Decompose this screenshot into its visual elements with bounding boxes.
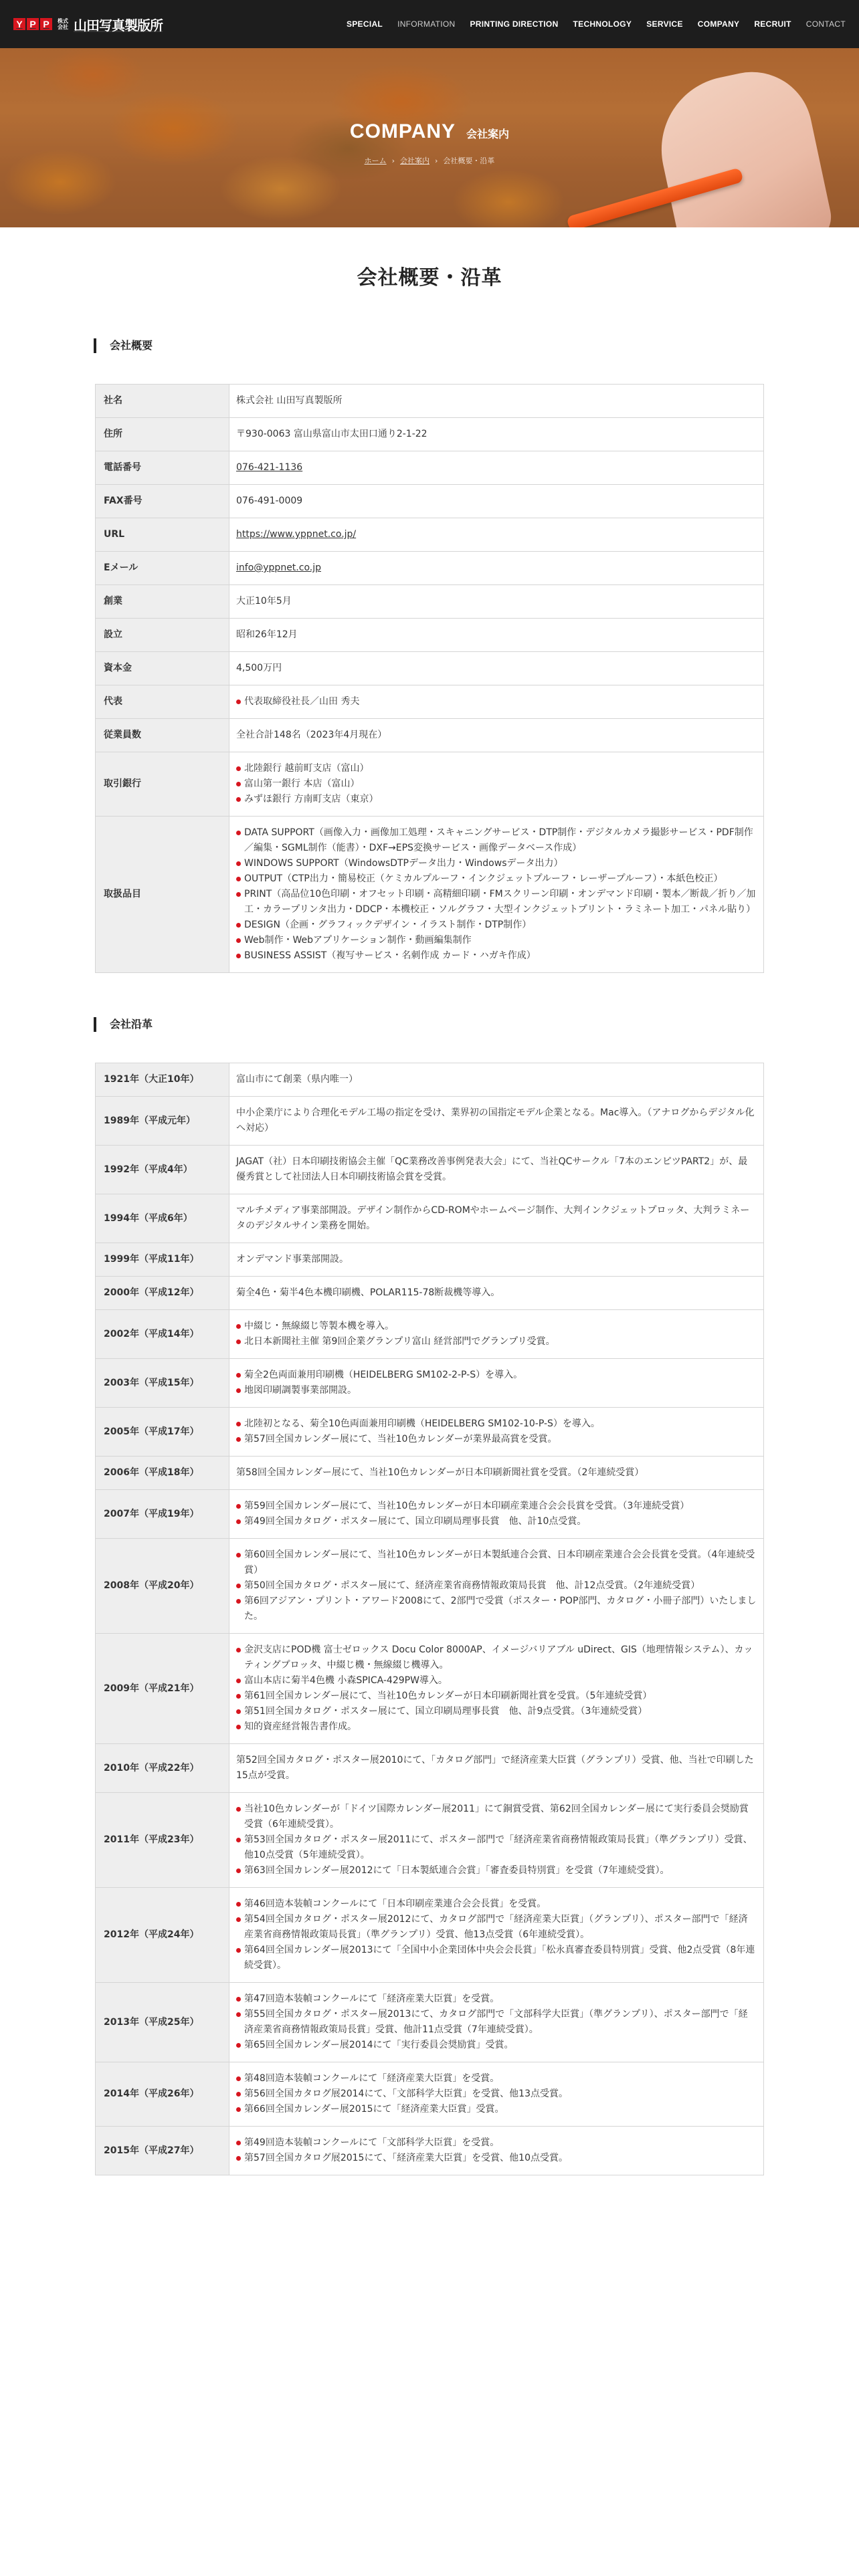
nav-special[interactable]: SPECIAL (346, 19, 383, 29)
list-item: 代表取締役社長／山田 秀夫 (236, 694, 757, 710)
list-item: 第55回全国カタログ・ポスター展2013にて、カタログ部門で「文部科学大臣賞」（準グランプリ）、ポスター部門で「経済産業省商務情報政策局長賞」受賞、他計11点受賞（7年連続受賞）。 (236, 2007, 757, 2038)
list-item: 第57回全国カタログ展2015にて、「経済産業大臣賞」を受賞、他10点受賞。 (236, 2151, 757, 2166)
row-label: 1992年（平成4年） (96, 1146, 229, 1194)
breadcrumb-separator: › (435, 156, 438, 165)
table-row (96, 1793, 764, 1888)
bullet-list (236, 1368, 757, 1398)
bullet-list (236, 1547, 757, 1624)
row-value (229, 2062, 764, 2127)
table-row (96, 685, 764, 719)
table-row (96, 817, 764, 973)
bullet-list (236, 1499, 757, 1529)
row-label: 従業員数 (96, 719, 229, 752)
row-value (229, 1793, 764, 1888)
table-row (96, 1243, 764, 1277)
table-row (96, 1063, 764, 1097)
table-row (96, 619, 764, 652)
row-text: 昭和26年12月 (236, 629, 298, 640)
list-item: 知的資産経営報告書作成。 (236, 1719, 757, 1735)
row-text: 中小企業庁により合理化モデル工場の指定を受け、業界初の国指定モデル企業となる。Mac導入。（アナログからデジタル化へ対応） (236, 1107, 755, 1134)
table-row (96, 2062, 764, 2127)
nav-information[interactable]: INFORMATION (397, 19, 456, 29)
list-item: Web制作・Webアプリケーション制作・動画編集制作 (236, 933, 757, 948)
company-profile-table (95, 384, 764, 973)
table-row (96, 719, 764, 752)
list-item: 第64回全国カレンダー展2013にて「全国中小企業団体中央会会長賞」「松永真審査委員特別賞」受賞、他2点受賞（8年連続受賞）。 (236, 1943, 757, 1973)
breadcrumb-separator: › (391, 156, 395, 165)
row-value (229, 385, 764, 418)
list-item: DESIGN（企画・グラフィックデザイン・イラスト制作・DTP制作） (236, 918, 757, 933)
list-item: 第47回造本装幀コンクールにて「経済産業大臣賞」を受賞。 (236, 1992, 757, 2007)
row-value (229, 1744, 764, 1793)
hero-banner (0, 48, 859, 227)
row-value (229, 2127, 764, 2175)
row-label: 2006年（平成18年） (96, 1457, 229, 1490)
table-row (96, 1888, 764, 1983)
row-text: JAGAT（社）日本印刷技術協会主催「QC業務改善事例発表大会」にて、当社QCサークル「7本のエンピツPART2」が、最優秀賞として社団法人日本印刷技術協会賞を受賞。 (236, 1156, 748, 1182)
list-item: 中綴じ・無線綴じ等製本機を導入。 (236, 1319, 757, 1334)
breadcrumb-home[interactable]: ホーム (364, 156, 387, 165)
table-row (96, 518, 764, 552)
list-item: 第51回全国カタログ・ポスター展にて、国立印刷局理事長賞 他、計9点受賞。（3年連続受賞） (236, 1704, 757, 1719)
row-label: 1921年（大正10年） (96, 1063, 229, 1097)
row-label: 創業 (96, 585, 229, 619)
logo-corp-label (58, 18, 68, 30)
page-bottom-spacer (95, 2175, 764, 2202)
list-item: 第60回全国カレンダー展にて、当社10色カレンダーが日本製紙連合会賞、日本印刷産業連合会会長賞を受賞。（4年連続受賞） (236, 1547, 757, 1578)
row-value (229, 1146, 764, 1194)
row-text: 株式会社 山田写真製版所 (236, 395, 343, 406)
row-label: 2000年（平成12年） (96, 1277, 229, 1310)
logo-mark (13, 18, 52, 30)
row-value (229, 1457, 764, 1490)
company-history-table (95, 1063, 764, 2175)
table-row (96, 752, 764, 817)
breadcrumb-company[interactable]: 会社案内 (400, 156, 430, 165)
row-label: 2005年（平成17年） (96, 1408, 229, 1457)
page-title: 会社概要・沿革 (357, 266, 502, 290)
row-label: 2003年（平成15年） (96, 1359, 229, 1408)
list-item: 地図印刷調製事業部開設。 (236, 1383, 757, 1398)
row-text: 〒930-0063 富山県富山市太田口通り2-1-22 (236, 429, 427, 439)
list-item: 第54回全国カタログ・ポスター展2012にて、カタログ部門で「経済産業大臣賞」（グランプリ）、ポスター部門で「経済産業省商務情報政策局長賞」（準グランプリ）受賞、他13点受賞（6年連続受賞）。 (236, 1912, 757, 1943)
list-item: 金沢支店にPOD機 富士ゼロックス Docu Color 8000AP、イメージバリアブル uDirect、GIS（地理情報システム）、カッティングプロッタ、中綴じ機・無線綴じ機導入。 (236, 1642, 757, 1673)
row-label: 2011年（平成23年） (96, 1793, 229, 1888)
row-value (229, 1983, 764, 2062)
row-value (229, 719, 764, 752)
global-nav (347, 19, 846, 29)
row-value (229, 552, 764, 585)
list-item: 第56回全国カタログ展2014にて、「文部科学大臣賞」を受賞、他13点受賞。 (236, 2086, 757, 2102)
bullet-list (236, 825, 757, 964)
nav-recruit[interactable]: RECRUIT (754, 19, 791, 29)
nav-contact[interactable]: CONTACT (805, 19, 846, 29)
row-text: オンデマンド事業部開設。 (236, 1254, 349, 1265)
list-item: WINDOWS SUPPORT（WindowsDTPデータ出力・Windowsデータ出力） (236, 856, 757, 871)
list-item: 第61回全国カレンダー展にて、当社10色カレンダーが日本印刷新聞社賞を受賞。（5年連続受賞） (236, 1689, 757, 1704)
row-label: 2008年（平成20年） (96, 1539, 229, 1634)
row-label: 1999年（平成11年） (96, 1243, 229, 1277)
table-row (96, 1457, 764, 1490)
phone-link[interactable]: 076-421-1136 (236, 462, 303, 473)
row-label: 2007年（平成19年） (96, 1490, 229, 1539)
row-label: Eメール (96, 552, 229, 585)
list-item: 北陸初となる、菊全10色両面兼用印刷機（HEIDELBERG SM102-10-P-S）を導入。 (236, 1416, 757, 1432)
list-item: 第66回全国カレンダー展2015にて「経済産業大臣賞」受賞。 (236, 2102, 757, 2117)
row-value (229, 685, 764, 719)
bullet-list (236, 1416, 757, 1447)
breadcrumb-current: 会社概要・沿革 (443, 156, 495, 165)
row-label: 2014年（平成26年） (96, 2062, 229, 2127)
table-row (96, 451, 764, 485)
bullet-list (236, 1802, 757, 1879)
row-text: 第58回全国カレンダー展にて、当社10色カレンダーが日本印刷新聞社賞を受賞。（2年連続受賞） (236, 1467, 644, 1478)
row-label: 代表 (96, 685, 229, 719)
hero-title-en: COMPANY (349, 120, 456, 142)
row-label: 2009年（平成21年） (96, 1634, 229, 1744)
row-value (229, 1888, 764, 1983)
bullet-list (236, 2135, 757, 2166)
list-item: 第49回全国カタログ・ポスター展にて、国立印刷局理事長賞 他、計10点受賞。 (236, 1514, 757, 1529)
row-label: URL (96, 518, 229, 552)
table-row (96, 418, 764, 451)
list-item: 第63回全国カレンダー展2012にて「日本製紙連合会賞」「審査委員特別賞」を受賞（7年連続受賞）。 (236, 1863, 757, 1879)
row-label: 社名 (96, 385, 229, 418)
list-item: 第57回全国カレンダー展にて、当社10色カレンダーが業界最高賞を受賞。 (236, 1432, 757, 1447)
row-value (229, 1063, 764, 1097)
table-row (96, 1194, 764, 1243)
list-item: 第48回造本装幀コンクールにて「経済産業大臣賞」を受賞。 (236, 2071, 757, 2086)
logo-name: 山田写真製版所 (74, 17, 163, 33)
row-text: マルチメディア事業部開設。デザイン制作からCD-ROMやホームページ制作、大判インクジェットプロッタ、大判ラミネータのデジタルサイン業務を開始。 (236, 1205, 750, 1231)
row-text: 4,500万円 (236, 663, 282, 673)
table-row (96, 485, 764, 518)
row-label: 2010年（平成22年） (96, 1744, 229, 1793)
row-label: 2002年（平成14年） (96, 1310, 229, 1359)
bullet-list (236, 1897, 757, 1973)
table-row (96, 552, 764, 585)
nav-printing-direction[interactable]: PRINTING DIRECTION (470, 19, 559, 29)
row-text: 第52回全国カタログ・ポスター展2010にて、「カタログ部門」で経済産業大臣賞（グランプリ）受賞、他、当社で印刷した15点が受賞。 (236, 1755, 754, 1781)
row-text: 菊全4色・菊半4色本機印刷機、POLAR115-78断裁機等導入。 (236, 1287, 500, 1298)
row-value (229, 817, 764, 973)
list-item: 第50回全国カタログ・ポスター展にて、経済産業省商務情報政策局長賞 他、計12点受賞。（2年連続受賞） (236, 1578, 757, 1594)
list-item: 第65回全国カレンダー展2014にて「実行委員会奨励賞」受賞。 (236, 2038, 757, 2053)
row-value (229, 1634, 764, 1744)
logo-letter: Y (13, 18, 25, 30)
row-value (229, 585, 764, 619)
row-label: 設立 (96, 619, 229, 652)
row-value (229, 451, 764, 485)
list-item: 第49回造本装幀コンクールにて「文部科学大臣賞」を受賞。 (236, 2135, 757, 2151)
main-content (95, 227, 764, 2202)
row-text: 076-491-0009 (236, 496, 303, 506)
nav-service[interactable]: SERVICE (646, 19, 683, 29)
row-value (229, 1490, 764, 1539)
row-value (229, 1194, 764, 1243)
list-item: OUTPUT（CTP出力・簡易校正（ケミカルプルーフ・インクジェットプルーフ・レーザープルーフ）・本紙色校正） (236, 871, 757, 887)
row-value (229, 485, 764, 518)
bullet-list (236, 694, 757, 710)
table-row (96, 1744, 764, 1793)
nav-technology[interactable]: TECHNOLOGY (573, 19, 632, 29)
table-row (96, 1983, 764, 2062)
table-row (96, 1310, 764, 1359)
table-row (96, 1490, 764, 1539)
hero-title-ja: 会社案内 (466, 128, 510, 140)
bullet-list (236, 1992, 757, 2053)
row-value (229, 619, 764, 652)
row-label: 2015年（平成27年） (96, 2127, 229, 2175)
breadcrumb (0, 155, 859, 166)
list-item: 第53回全国カタログ・ポスター展2011にて、ポスター部門で「経済産業省商務情報政策局長賞」（準グランプリ）受賞、他10点受賞（5年連続受賞）。 (236, 1832, 757, 1863)
row-value (229, 518, 764, 552)
table-row (96, 1097, 764, 1146)
logo-corp-line: 会社 (58, 24, 68, 30)
list-item: 富山本店に菊半4色機 小森SPICA-429PW導入。 (236, 1673, 757, 1689)
row-label: 資本金 (96, 652, 229, 685)
email-link[interactable]: info@yppnet.co.jp (236, 562, 321, 573)
bullet-list (236, 1319, 757, 1350)
hero-text (0, 120, 859, 166)
row-label: 取引銀行 (96, 752, 229, 817)
row-value (229, 1408, 764, 1457)
table-row (96, 1408, 764, 1457)
list-item: みずほ銀行 方南町支店（東京） (236, 792, 757, 807)
row-text: 大正10年5月 (236, 596, 292, 607)
row-label: FAX番号 (96, 485, 229, 518)
row-label: 2013年（平成25年） (96, 1983, 229, 2062)
site-logo[interactable] (13, 15, 163, 34)
list-item: DATA SUPPORT（画像入力・画像加工処理・スキャニングサービス・DTP制作・デジタルカメラ撮影サービス・PDF制作／編集・SGML制作（能書）・DXF→EPS変換サービス・画像データベース作成） (236, 825, 757, 856)
row-label: 1994年（平成6年） (96, 1194, 229, 1243)
list-item: 富山第一銀行 本店（富山） (236, 776, 757, 792)
table-row (96, 385, 764, 418)
table-row (96, 1359, 764, 1408)
website-link[interactable]: https://www.yppnet.co.jp/ (236, 529, 357, 540)
row-value (229, 1097, 764, 1146)
table-row (96, 1146, 764, 1194)
bullet-list (236, 1642, 757, 1735)
bullet-list (236, 761, 757, 807)
row-text: 富山市にて創業（県内唯一） (236, 1074, 358, 1085)
logo-letter: P (27, 18, 39, 30)
list-item: 第46回造本装幀コンクールにて「日本印刷産業連合会会長賞」を受賞。 (236, 1897, 757, 1912)
list-item: 菊全2色両面兼用印刷機（HEIDELBERG SM102-2-P-S）を導入。 (236, 1368, 757, 1383)
list-item: 第6回アジアン・プリント・アワード2008にて、2部門で受賞（ポスター・POP部門、カタログ・小冊子部門）いたしました。 (236, 1594, 757, 1624)
logo-letter: P (40, 18, 52, 30)
row-label: 住所 (96, 418, 229, 451)
row-label: 取扱品目 (96, 817, 229, 973)
logo-corp-line: 株式 (58, 18, 68, 24)
table-row (96, 652, 764, 685)
row-label: 1989年（平成元年） (96, 1097, 229, 1146)
list-item: 北日本新聞社主催 第9回企業グランプリ富山 経営部門でグランプリ受賞。 (236, 1334, 757, 1350)
list-item: 北陸銀行 越前町支店（富山） (236, 761, 757, 776)
row-value (229, 1310, 764, 1359)
row-value (229, 1243, 764, 1277)
row-value (229, 652, 764, 685)
section-heading-profile: 会社概要 (94, 338, 764, 353)
row-label: 電話番号 (96, 451, 229, 485)
row-label: 2012年（平成24年） (96, 1888, 229, 1983)
nav-company[interactable]: COMPANY (697, 19, 740, 29)
row-value (229, 752, 764, 817)
table-row (96, 1277, 764, 1310)
site-header (0, 0, 859, 48)
table-row (96, 2127, 764, 2175)
table-row (96, 585, 764, 619)
table-row (96, 1539, 764, 1634)
row-value (229, 1539, 764, 1634)
section-heading-history: 会社沿革 (94, 1017, 764, 1032)
list-item: BUSINESS ASSIST（複写サービス・名刺作成 カード・ハガキ作成） (236, 948, 757, 964)
row-text: 全社合計148名（2023年4月現在） (236, 730, 387, 740)
row-value (229, 1359, 764, 1408)
list-item: PRINT（高品位10色印刷・オフセット印刷・高精細印刷・FMスクリーン印刷・オンデマンド印刷・製本／断裁／折り／加工・カラープリンタ出力・DDCP・本機校正・ソルグラフ・大型インクジェットプリント・ラミネート加工・パネル貼り） (236, 887, 757, 918)
table-row (96, 1634, 764, 1744)
row-value (229, 418, 764, 451)
bullet-list (236, 2071, 757, 2117)
list-item: 第59回全国カレンダー展にて、当社10色カレンダーが日本印刷産業連合会会長賞を受賞。（3年連続受賞） (236, 1499, 757, 1514)
list-item: 当社10色カレンダーが「ドイツ国際カレンダー展2011」にて銅賞受賞、第62回全国カレンダー展にて実行委員会奨励賞受賞（6年連続受賞）。 (236, 1802, 757, 1832)
hero-title (350, 120, 509, 143)
row-value (229, 1277, 764, 1310)
